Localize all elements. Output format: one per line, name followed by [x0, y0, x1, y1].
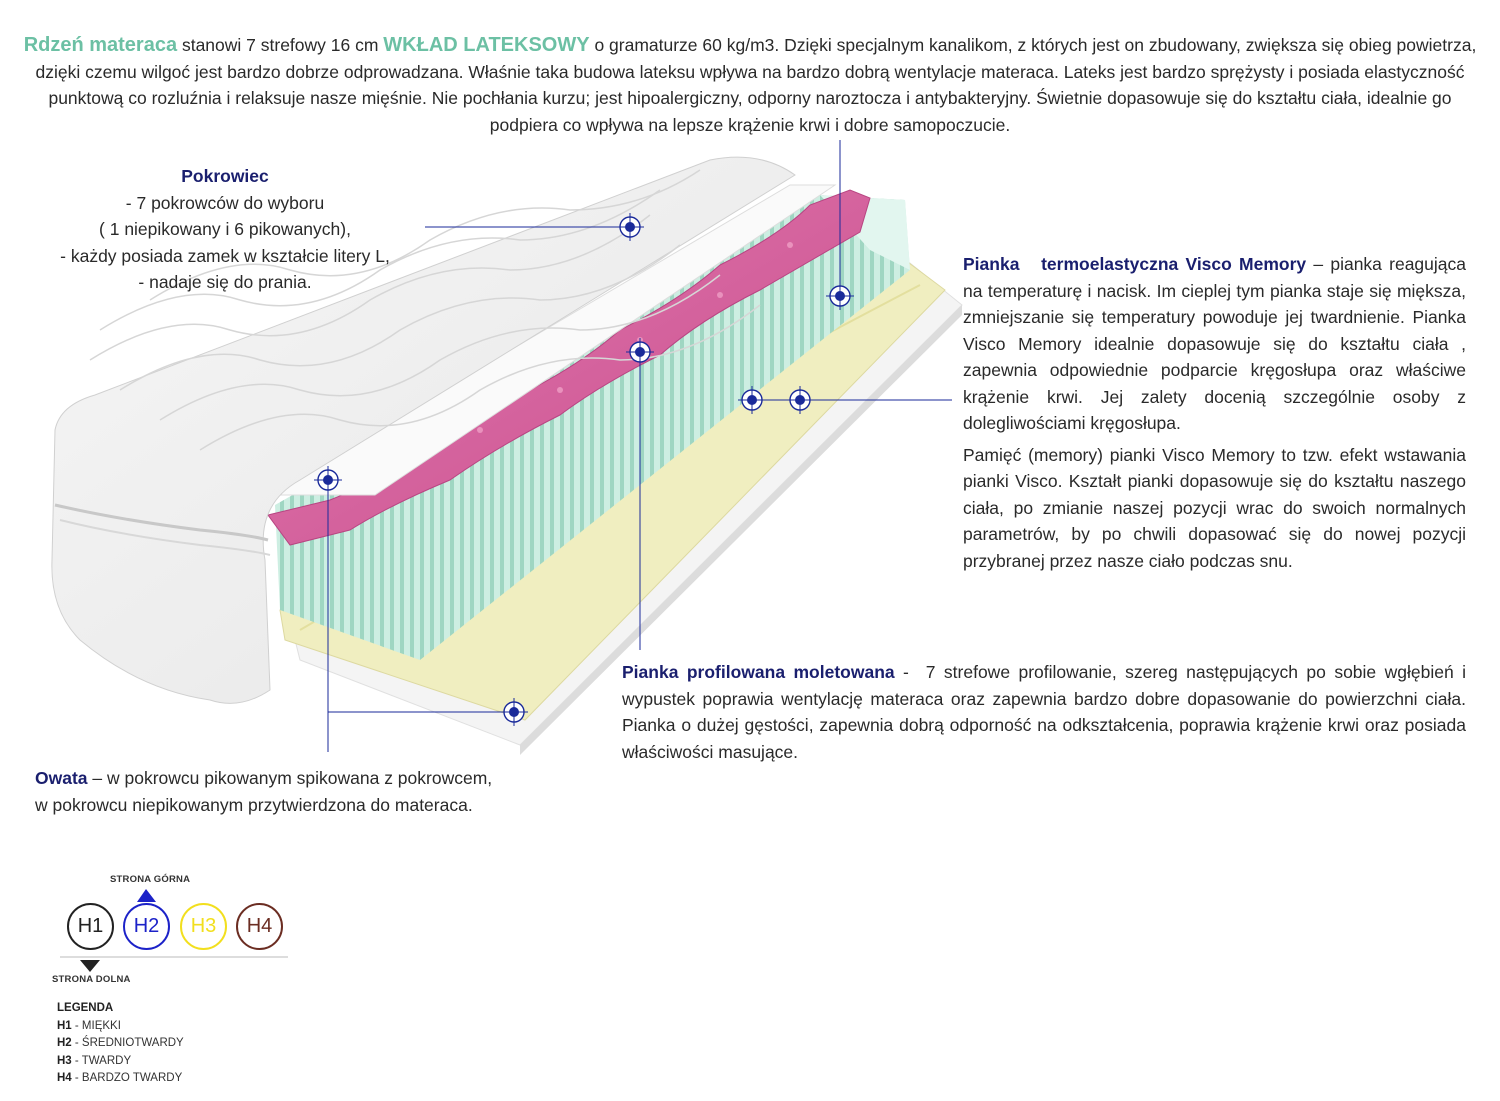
visco-description	[963, 251, 1466, 574]
top-side-label: STRONA GÓRNA	[110, 874, 191, 885]
cover-title: Pokrowiec	[181, 166, 269, 186]
hardness-h1-badge: H1	[67, 903, 114, 950]
bottom-side-label: STRONA DOLNA	[52, 974, 131, 985]
cover-description	[30, 163, 420, 296]
intro-text-1: stanowi 7 strefowy 16 cm	[177, 35, 384, 55]
wadding-description	[35, 765, 595, 818]
hardness-h3-badge: H3	[180, 903, 227, 950]
intro-text-2: o gramaturze 60 kg/m3. Dzięki specjalnym kanalikom, z których jest on zbudowany, zwiększa się obieg powietrza, dzięki czemu wilgoć jest bardzo dobrze odprowadzana. Właśnie taka budowa lateksu wpływa na bardzo dobrą wentylacje materaca. Lateks jest bardzo sprężysty i posiada elastyczność punktową co rozluźnia i relaksuje nasze mięśnie. Nie pochłania kurzu; jest hipoalergiczny, odporny naroztocza i antybakteryjny. Świetnie dopasowuje się do kształtu ciała, idealnie go podpiera co wpływa na lepsze krążenie krwi i dobre samopoczucie.	[35, 35, 1477, 135]
visco-text-1: – pianka reagująca na temperaturę i nacisk. Im cieplej tym pianka staje się miększa, zmniejszanie się temperatury powoduje jej twardnienie. Pianka Visco Memory idealnie dopasowuje się do kształtu ciała , zapewnia odpowiednie podparcie kręgosłupa oraz właściwe krążenie krwi. Jej zalety docenią szczególnie osoby z dolegliwościami kręgosłupa.	[963, 254, 1467, 433]
legend-item: H4 - BARDZO TWARDY	[57, 1072, 183, 1084]
wadding-line-2: w pokrowcu niepikowanym przytwierdzona do materaca.	[35, 794, 473, 815]
cover-line-4: - nadaje się do prania.	[138, 272, 312, 292]
intro-highlight: WKŁAD LATEKSOWY	[383, 34, 590, 56]
legend-item: H1 - MIĘKKI	[57, 1019, 121, 1032]
arrow-up-icon	[137, 889, 156, 902]
visco-paragraph-2: Pamięć (memory) pianki Visco Memory to tzw. efekt wstawania pianki Visco. Kształt pianki dopasowuje się do kształtu naszego ciała, po zmianie naszej pozycji wrac do swoich normalnych parametrów, by po chwili dopasować się do nowej pozycji przybranej przez nasze ciało podczas snu.	[963, 444, 1466, 571]
hardness-legend	[57, 1000, 184, 1088]
wadding-line-1: – w pokrowcu pikowanym spikowana z pokrowcem,	[87, 768, 493, 788]
profiled-foam-title: Pianka profilowana moletowana	[622, 662, 895, 682]
hardness-h2-badge: H2	[123, 903, 170, 950]
legend-item: H3 - TWARDY	[57, 1054, 132, 1067]
cover-line-1: - 7 pokrowców do wyboru	[125, 192, 325, 213]
visco-title: Pianka termoelastyczna Visco Memory	[963, 254, 1307, 274]
legend-title: LEGENDA	[57, 1002, 114, 1014]
arrow-down-icon	[80, 960, 100, 972]
visco-paragraph-1	[963, 251, 1466, 437]
intro-title: Rdzeń materaca	[23, 34, 178, 56]
cover-line-2: ( 1 niepikowany i 6 pikowanych),	[99, 219, 351, 239]
legend-item: H2 - ŚREDNIOTWARDY	[57, 1037, 184, 1049]
hardness-h4-badge: H4	[236, 903, 283, 950]
profiled-foam-description	[622, 659, 1471, 765]
profiled-foam-text: - 7 strefowe profilowanie, szereg następujących po sobie wgłębień i wypustek poprawia wentylację materaca oraz zapewnia bardzo dobre dopasowanie do powierzchni ciała. Pianka o dużej gęstości, zapewnia dobrą odporność na odkształcenia, poprawia krążenie krwi oraz posiada właściwości masujące.	[622, 662, 1471, 762]
wadding-title: Owata	[35, 768, 88, 788]
cover-line-3: - każdy posiada zamek w kształcie litery L,	[60, 245, 390, 266]
